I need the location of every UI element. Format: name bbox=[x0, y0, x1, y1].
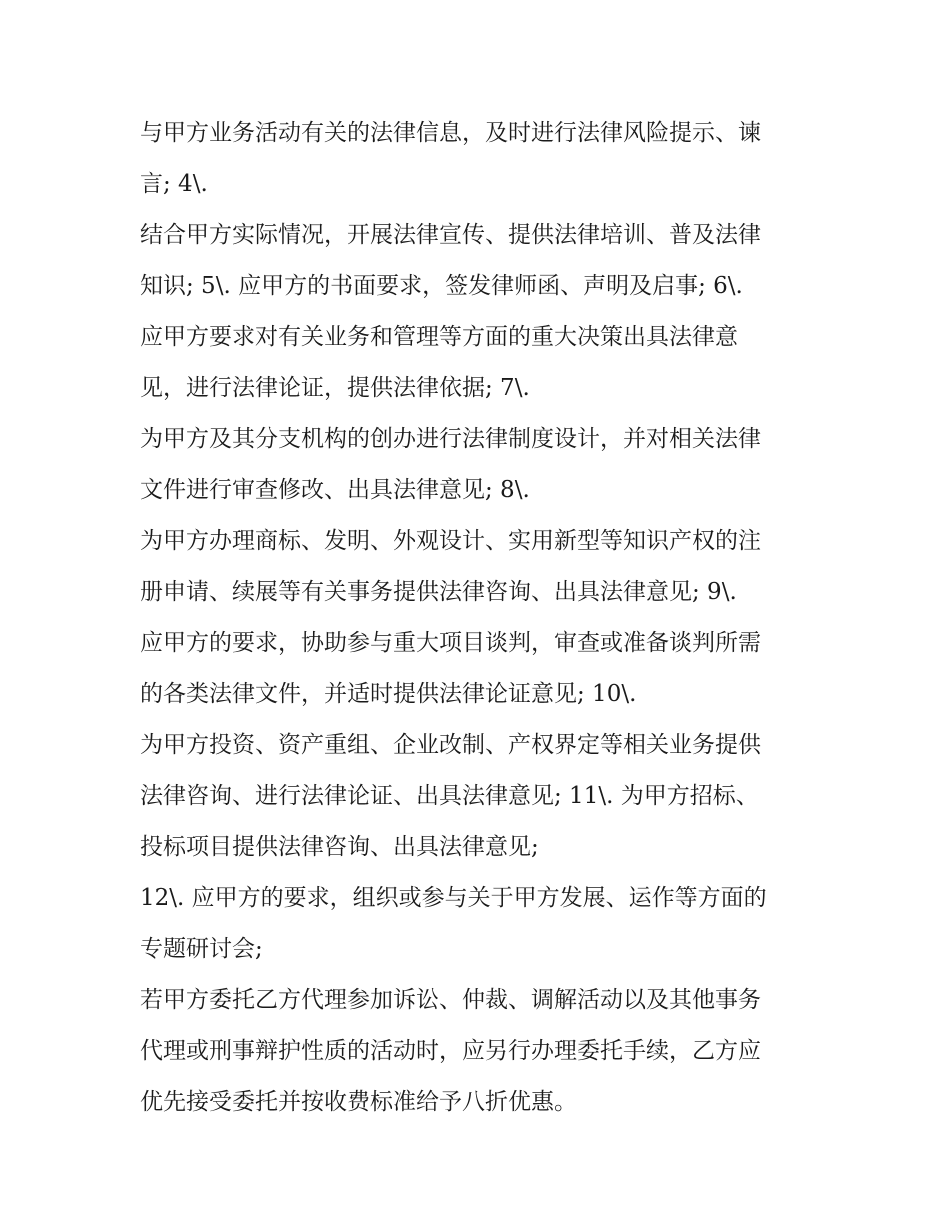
text-line: 应甲方要求对有关业务和管理等方面的重大决策出具法律意 bbox=[140, 324, 738, 350]
text-line: 为甲方办理商标、发明、外观设计、实用新型等知识产权的注 bbox=[140, 528, 761, 554]
text-line: 专题研讨会; bbox=[140, 936, 263, 962]
text-line: 若甲方委托乙方代理参加诉讼、仲裁、调解活动以及其他事务 bbox=[140, 987, 761, 1013]
text-line: 文件进行审查修改、出具法律意见; 8\. bbox=[140, 477, 530, 503]
text-line: 代理或刑事辩护性质的活动时，应另行办理委托手续，乙方应 bbox=[140, 1038, 761, 1064]
text-line: 优先接受委托并按收费标准给予八折优惠。 bbox=[140, 1089, 577, 1115]
text-line: 应甲方的要求，协助参与重大项目谈判，审查或准备谈判所需 bbox=[140, 630, 761, 656]
text-line: 为甲方及其分支机构的创办进行法律制度设计，并对相关法律 bbox=[140, 426, 761, 452]
text-line: 12\. 应甲方的要求，组织或参与关于甲方发展、运作等方面的 bbox=[140, 885, 767, 911]
text-line: 言; 4\. bbox=[140, 171, 208, 197]
text-line: 册申请、续展等有关事务提供法律咨询、出具法律意见; 9\. bbox=[140, 579, 737, 605]
text-line: 与甲方业务活动有关的法律信息，及时进行法律风险提示、谏 bbox=[140, 120, 761, 146]
text-line: 知识; 5\. 应甲方的书面要求，签发律师函、声明及启事; 6\. bbox=[140, 273, 743, 299]
text-line: 见，进行法律论证，提供法律依据; 7\. bbox=[140, 375, 530, 401]
document-body bbox=[140, 108, 830, 1128]
text-line: 投标项目提供法律咨询、出具法律意见; bbox=[140, 834, 539, 860]
text-line: 的各类法律文件，并适时提供法律论证意见; 10\. bbox=[140, 681, 637, 707]
text-line: 法律咨询、进行法律论证、出具法律意见; 11\. 为甲方招标、 bbox=[140, 783, 759, 809]
text-line: 结合甲方实际情况，开展法律宣传、提供法律培训、普及法律 bbox=[140, 222, 761, 248]
text-line: 为甲方投资、资产重组、企业改制、产权界定等相关业务提供 bbox=[140, 732, 761, 758]
